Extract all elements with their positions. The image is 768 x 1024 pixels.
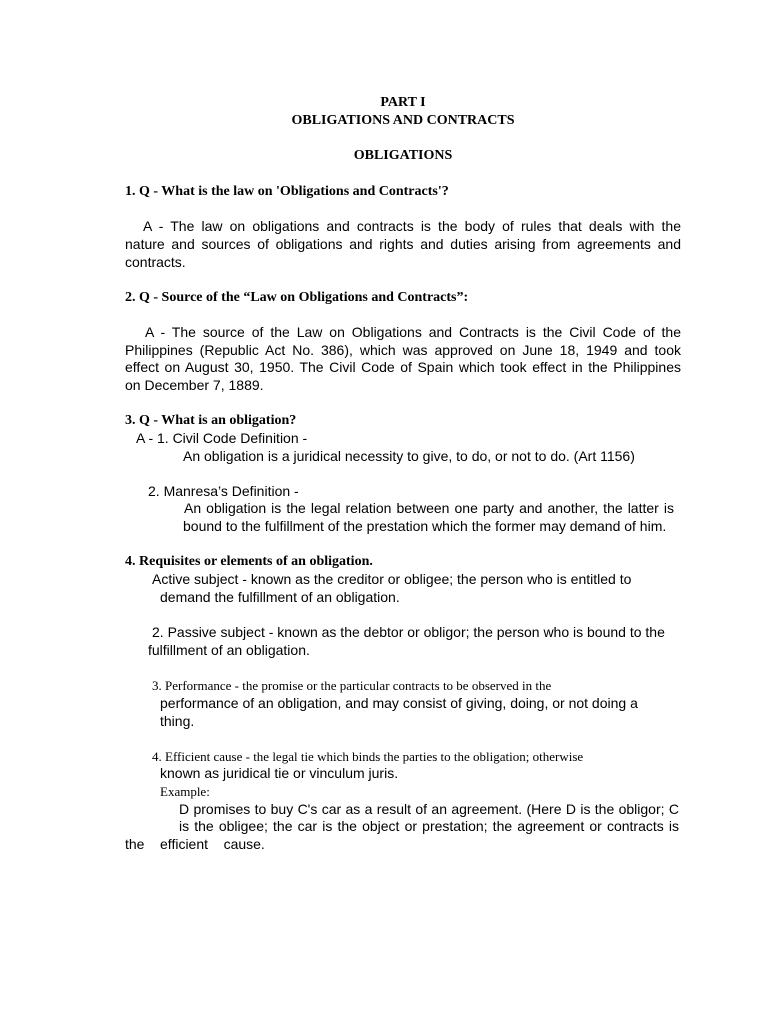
answer-2-line-2: Philippines (Republic Act No. 386), which was approved on June 18, 1949 and took [125,342,681,358]
example-line-2: is the obligee; the car is the object or prestation; the agreement or contracts is [179,818,679,834]
requisite-2-line-2: fulfillment of an obligation. [148,642,310,658]
requisite-3-line-2: performance of an obligation, and may consist of giving, doing, or not doing a [160,695,638,711]
requisite-4-line-1: 4. Efficient cause - the legal tie which binds the parties to the obligation; otherwise [152,749,584,764]
question-4: 4. Requisites or elements of an obligation. [125,554,373,569]
question-3: 3. Q - What is an obligation? [125,413,297,428]
section-heading: OBLIGATIONS [353,148,453,163]
answer-1-line-2: nature and sources of obligations and rights and duties arising from agreements and [125,236,681,252]
example-line-1: D promises to buy C's car as a result of an agreement. (Here D is the obligor; C [179,801,679,817]
manresa-definition-line-2: bound to the fulfillment of the prestation which the former may demand of him. [183,518,667,534]
answer-1-line-1: A - The law on obligations and contracts is the body of rules that deals with the [143,218,681,234]
requisite-4-line-2: known as juridical tie or vinculum juris. [160,765,399,781]
example-line-3: the efficient cause. [125,836,265,852]
question-1: 1. Q - What is the law on 'Obligations and Contracts'? [125,184,449,199]
question-2: 2. Q - Source of the “Law on Obligations and Contracts”: [125,290,469,305]
answer-2-line-1: A - The source of the Law on Obligations and Contracts is the Civil Code of the [145,324,681,340]
manresa-definition-line-1: An obligation is the legal relation between one party and another, the latter is [184,500,674,516]
civil-code-label: A - 1. Civil Code Definition - [136,430,308,446]
answer-1-line-3: contracts. [125,254,186,270]
requisite-1-line-2: demand the fulfillment of an obligation. [160,589,400,605]
requisite-3-line-1: 3. Performance - the promise or the particular contracts to be observed in the [152,678,552,693]
requisite-1-line-1: Active subject - known as the creditor or obligee; the person who is entitled to [152,571,632,587]
part-heading: PART I [380,95,426,110]
example-label: Example: [160,784,210,799]
manresa-label: 2. Manresa’s Definition - [148,483,299,499]
answer-2-line-3: effect on August 30, 1950. The Civil Code of Spain which took effect in the Philippines [125,359,681,375]
requisite-3-line-3: thing. [160,713,195,729]
requisite-2-line-1: 2. Passive subject - known as the debtor or obligor; the person who is bound to the [152,624,665,640]
civil-code-definition: An obligation is a juridical necessity to give, to do, or not to do. (Art 1156) [183,448,635,464]
subject-heading: OBLIGATIONS AND CONTRACTS [291,113,515,128]
answer-2-line-4: on December 7, 1889. [125,377,264,393]
